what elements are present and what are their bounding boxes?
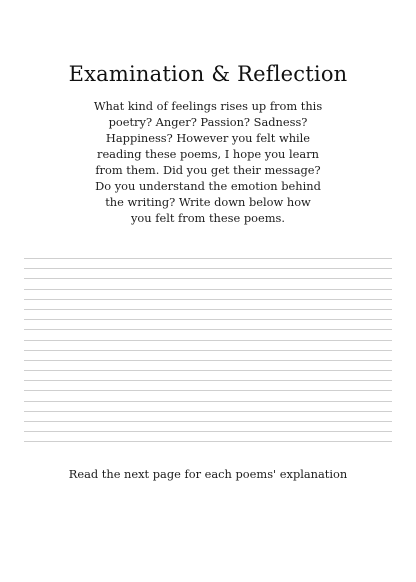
writing-line (24, 350, 392, 351)
prompt-line: from them. Did you get their message? (95, 163, 321, 177)
writing-line (24, 278, 392, 279)
writing-line (24, 309, 392, 310)
writing-lines[interactable] (24, 258, 392, 452)
writing-line (24, 411, 392, 412)
reflection-prompt (80, 98, 336, 226)
writing-line (24, 441, 392, 442)
writing-line (24, 258, 392, 259)
writing-line (24, 390, 392, 391)
writing-line (24, 268, 392, 269)
writing-line (24, 329, 392, 330)
page-title: Examination & Reflection (68, 62, 348, 86)
prompt-line: you felt from these poems. (130, 211, 285, 225)
writing-line (24, 431, 392, 432)
prompt-line: the writing? Write down below how (105, 195, 311, 209)
writing-line (24, 289, 392, 290)
prompt-line: Happiness? However you felt while (105, 131, 311, 145)
writing-line (24, 299, 392, 300)
prompt-line: poetry? Anger? Passion? Sadness? (108, 115, 308, 129)
writing-line (24, 401, 392, 402)
footer-note: Read the next page for each poems' explanation (68, 467, 348, 481)
prompt-line: What kind of feelings rises up from this (93, 99, 323, 113)
prompt-line: Do you understand the emotion behind (95, 179, 321, 193)
writing-line (24, 319, 392, 320)
writing-line (24, 360, 392, 361)
prompt-line: reading these poems, I hope you learn (97, 147, 319, 161)
writing-line (24, 380, 392, 381)
writing-line (24, 340, 392, 341)
writing-line (24, 370, 392, 371)
writing-line (24, 421, 392, 422)
